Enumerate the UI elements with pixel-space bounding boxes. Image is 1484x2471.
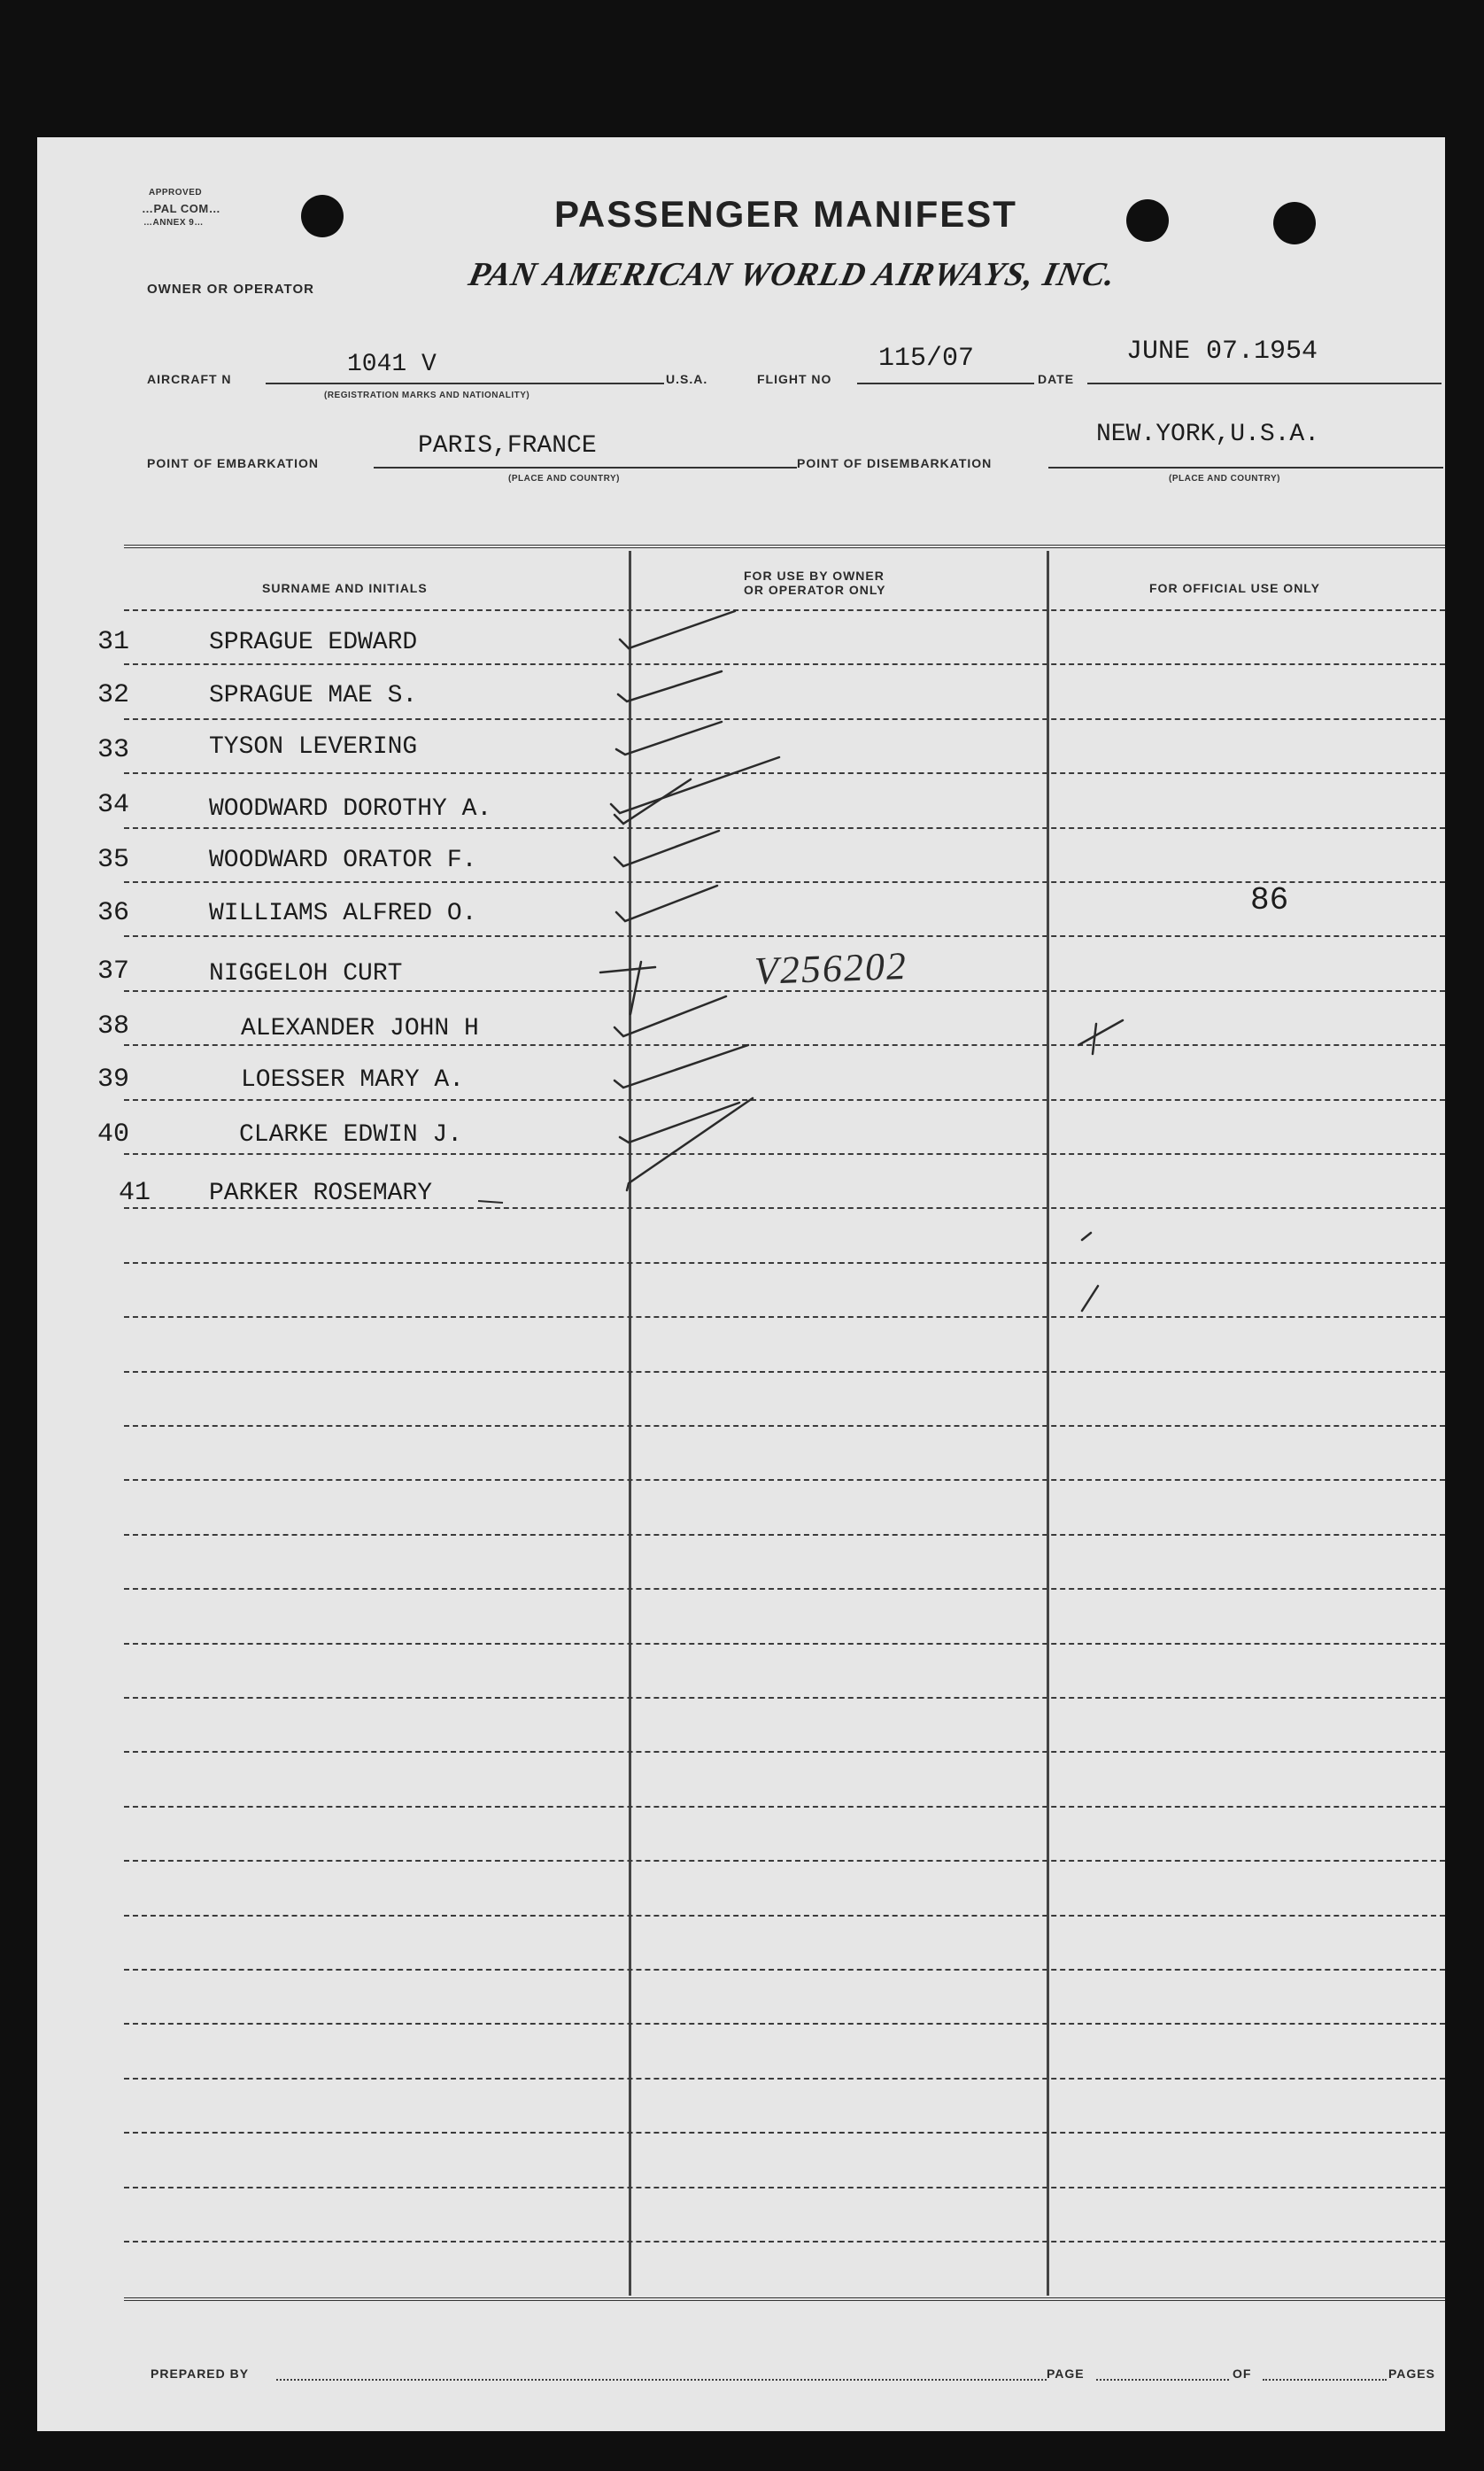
row-rule xyxy=(124,2241,1445,2242)
passenger-name: WOODWARD DOROTHY A. xyxy=(209,795,492,823)
row-rule xyxy=(124,1969,1445,1971)
stamp-line-3: …ANNEX 9… xyxy=(143,218,204,228)
disembarkation-note: (PLACE AND COUNTRY) xyxy=(1169,474,1280,484)
row-number: 39 xyxy=(97,1065,130,1095)
row-rule xyxy=(124,1316,1445,1318)
row-number: 33 xyxy=(97,735,130,765)
page-title: PASSENGER MANIFEST xyxy=(554,193,1017,235)
row-number: 35 xyxy=(97,845,130,875)
row-number: 32 xyxy=(97,680,130,710)
aircraft-value: 1041 V xyxy=(347,351,437,378)
row-rule xyxy=(124,718,1445,720)
passenger-name: CLARKE EDWIN J. xyxy=(239,1121,463,1149)
row-number: 41 xyxy=(119,1178,151,1208)
flight-no-value: 115/07 xyxy=(878,344,975,374)
row-rule xyxy=(124,1534,1445,1536)
row-rule xyxy=(124,1860,1445,1862)
passenger-name: WILLIAMS ALFRED O. xyxy=(209,900,477,927)
country-label: U.S.A. xyxy=(666,372,708,386)
row-rule xyxy=(124,1153,1445,1155)
row-rule xyxy=(124,2078,1445,2080)
row-rule xyxy=(124,1751,1445,1753)
row-rule xyxy=(124,827,1445,829)
of-label: OF xyxy=(1233,2366,1252,2381)
row-rule xyxy=(124,1697,1445,1699)
row-rule xyxy=(124,1643,1445,1645)
owner-operator-label: OWNER OR OPERATOR xyxy=(147,282,314,297)
date-underline xyxy=(1087,383,1441,384)
prepared-by-line xyxy=(276,2379,1047,2381)
row-rule xyxy=(124,663,1445,665)
row-rule xyxy=(124,1262,1445,1264)
column-divider-2 xyxy=(1047,551,1049,2296)
row-number: 38 xyxy=(97,1011,130,1042)
row-rule xyxy=(124,1425,1445,1427)
of-line xyxy=(1263,2379,1387,2381)
column-header-official: FOR OFFICIAL USE ONLY xyxy=(1149,581,1320,595)
row-rule xyxy=(124,2132,1445,2134)
disembarkation-value: NEW.YORK,U.S.A. xyxy=(1096,421,1320,448)
flight-underline xyxy=(857,383,1034,384)
punch-hole-middle xyxy=(1126,199,1169,242)
row-number: 34 xyxy=(97,790,130,820)
registration-note: (REGISTRATION MARKS AND NATIONALITY) xyxy=(324,391,530,400)
date-value: JUNE 07.1954 xyxy=(1126,337,1318,367)
column-divider-1 xyxy=(629,551,631,2296)
row-rule xyxy=(124,1044,1445,1046)
stamp-line-2: …PAL COM… xyxy=(142,202,221,215)
row-rule xyxy=(124,2023,1445,2025)
column-header-owner-1: FOR USE BY OWNER xyxy=(744,569,885,583)
airline-name: PAN AMERICAN WORLD AIRWAYS, INC. xyxy=(465,256,1120,293)
column-header-names: SURNAME AND INITIALS xyxy=(262,581,428,595)
flight-no-label: FLIGHT NO xyxy=(757,372,832,386)
row-rule xyxy=(124,2187,1445,2188)
row-rule xyxy=(124,1806,1445,1808)
table-bottom-rule xyxy=(124,2297,1445,2301)
row-rule xyxy=(124,772,1445,774)
row-rule xyxy=(124,1479,1445,1481)
passenger-name: LOESSER MARY A. xyxy=(241,1066,465,1094)
row-rule xyxy=(124,881,1445,883)
official-note-86: 86 xyxy=(1250,882,1289,918)
prepared-by-label: PREPARED BY xyxy=(151,2366,250,2381)
row-rule xyxy=(124,1207,1445,1209)
passenger-name: PARKER ROSEMARY xyxy=(209,1180,433,1207)
row-rule xyxy=(124,1915,1445,1917)
passenger-name: TYSON LEVERING xyxy=(209,733,418,761)
page-label: PAGE xyxy=(1047,2366,1085,2381)
passenger-name: ALEXANDER JOHN H xyxy=(241,1015,479,1042)
row-rule xyxy=(124,609,1445,611)
passenger-name: SPRAGUE MAE S. xyxy=(209,682,418,709)
disembarkation-label: POINT OF DISEMBARKATION xyxy=(797,456,993,470)
row-rule xyxy=(124,1099,1445,1101)
aircraft-underline xyxy=(266,383,664,384)
row-number: 31 xyxy=(97,627,130,657)
embarkation-note: (PLACE AND COUNTRY) xyxy=(508,474,620,484)
date-label: DATE xyxy=(1038,372,1075,386)
row-number: 40 xyxy=(97,1119,130,1150)
passenger-name: WOODWARD ORATOR F. xyxy=(209,847,477,874)
pages-label: PAGES xyxy=(1388,2366,1435,2381)
embarkation-value: PARIS,FRANCE xyxy=(418,432,597,460)
row-number: 36 xyxy=(97,898,130,928)
punch-hole-right xyxy=(1273,202,1316,244)
table-top-rule xyxy=(124,545,1445,548)
punch-hole-left xyxy=(301,195,344,237)
approved-stamp: APPROVED xyxy=(149,188,203,198)
disembarkation-underline xyxy=(1048,467,1443,469)
embarkation-underline xyxy=(374,467,797,469)
page-line xyxy=(1096,2379,1229,2381)
row-rule xyxy=(124,1371,1445,1373)
handwritten-id: V256202 xyxy=(754,943,908,994)
passenger-name: SPRAGUE EDWARD xyxy=(209,629,418,656)
row-rule xyxy=(124,1588,1445,1590)
aircraft-label: AIRCRAFT N xyxy=(147,372,232,386)
row-number: 37 xyxy=(97,957,130,987)
row-rule xyxy=(124,935,1445,937)
embarkation-label: POINT OF EMBARKATION xyxy=(147,456,319,470)
passenger-name: NIGGELOH CURT xyxy=(209,960,403,988)
column-header-owner-2: OR OPERATOR ONLY xyxy=(744,583,886,597)
